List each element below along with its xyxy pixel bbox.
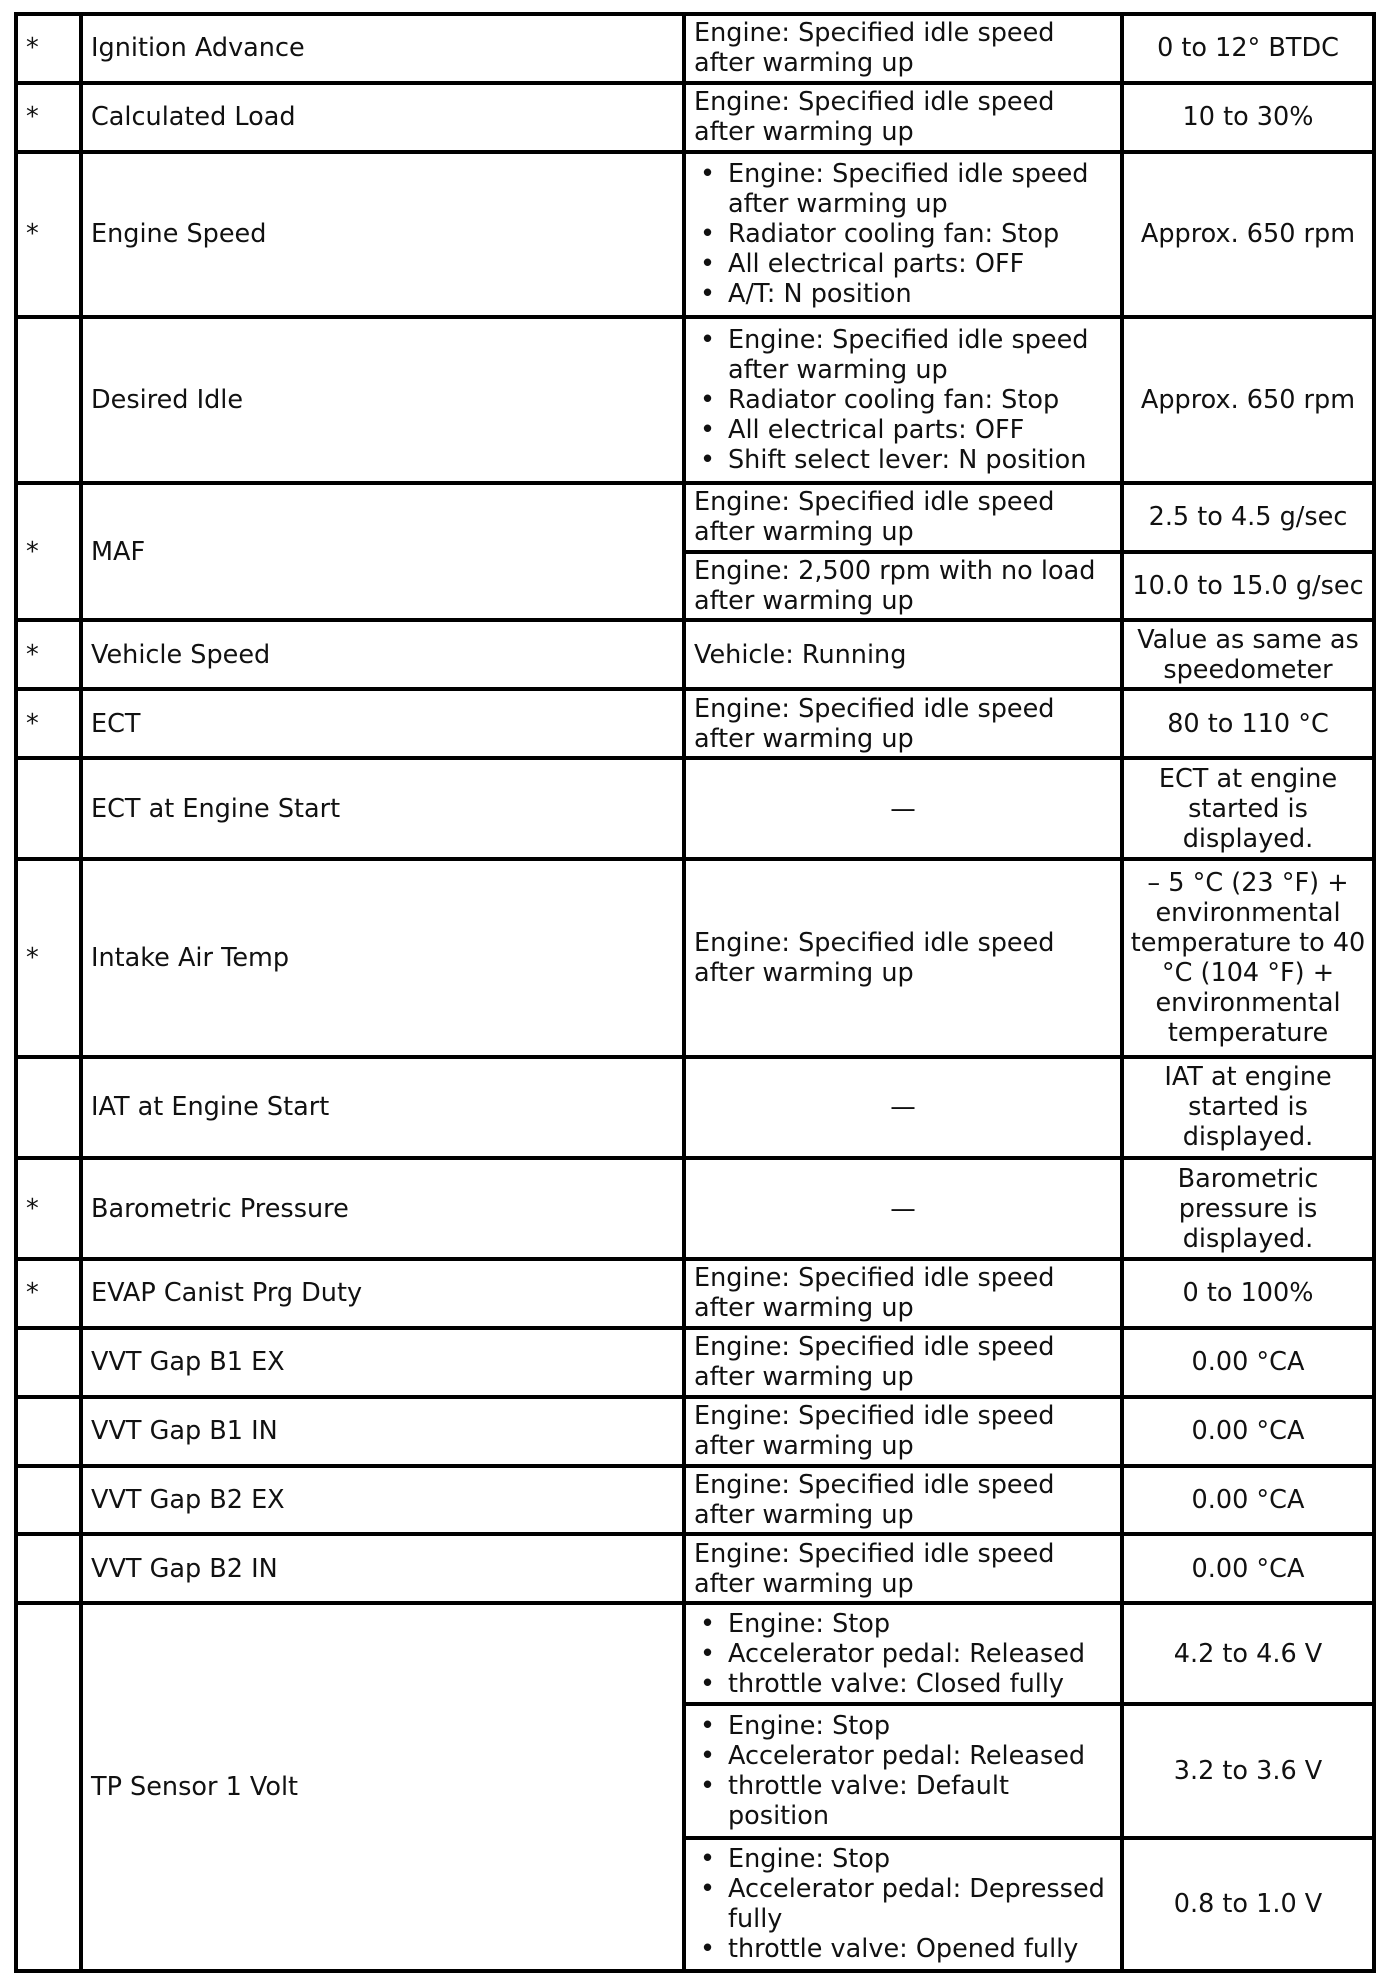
condition-cell (684, 317, 1122, 483)
table-row (16, 758, 1374, 859)
condition-bullet-item: • Accelerator pedal: Depressed fully (694, 1874, 1112, 1934)
condition-bullet-item: • Accelerator pedal: Released (694, 1639, 1112, 1669)
normal-condition-cell: Value as same as speedometer (1122, 620, 1374, 689)
monitor-mark-cell: * (16, 1259, 81, 1328)
data-list-table (14, 12, 1376, 1973)
table-row (16, 1328, 1374, 1397)
condition-bullet-item: • A/T: N position (694, 279, 1112, 309)
normal-condition-cell: Approx. 650 rpm (1122, 152, 1374, 318)
condition-bullet-list (694, 1609, 1112, 1699)
normal-condition-cell: Approx. 650 rpm (1122, 317, 1374, 483)
condition-bullet-list (694, 159, 1112, 309)
condition-cell: Engine: Specified idle speed after warming up (684, 1259, 1122, 1328)
monitor-mark-cell (16, 758, 81, 859)
monitor-mark-cell: * (16, 152, 81, 318)
condition-bullet-item: • Shift select lever: N position (694, 445, 1112, 475)
normal-condition-cell: 0 to 12° BTDC (1122, 14, 1374, 83)
table-row (16, 1259, 1374, 1328)
condition-bullet-item: • Radiator cooling fan: Stop (694, 385, 1112, 415)
monitor-mark-cell (16, 1057, 81, 1158)
item-name-cell: Ignition Advance (81, 14, 684, 83)
condition-cell: Vehicle: Running (684, 620, 1122, 689)
normal-condition-cell: 0.00 °CA (1122, 1534, 1374, 1603)
condition-cell: Engine: 2,500 rpm with no load after warming up (684, 552, 1122, 621)
table-row (16, 1397, 1374, 1466)
item-name-cell: TP Sensor 1 Volt (81, 1603, 684, 1971)
table-row (16, 1603, 1374, 1704)
table-row (16, 317, 1374, 483)
condition-bullet-item: • throttle valve: Default position (694, 1771, 1112, 1831)
normal-condition-cell: 0.00 °CA (1122, 1397, 1374, 1466)
table-row (16, 1057, 1374, 1158)
condition-bullet-item: • Engine: Specified idle speed after warming up (694, 159, 1112, 219)
monitor-mark-cell (16, 1603, 81, 1971)
condition-bullet-item: • All electrical parts: OFF (694, 249, 1112, 279)
condition-cell: Engine: Specified idle speed after warming up (684, 14, 1122, 83)
item-name-cell: ECT (81, 689, 684, 758)
item-name-cell: Desired Idle (81, 317, 684, 483)
monitor-mark-cell: * (16, 1158, 81, 1259)
condition-cell: Engine: Specified idle speed after warming up (684, 1328, 1122, 1397)
condition-cell (684, 1603, 1122, 1704)
normal-condition-cell: 4.2 to 4.6 V (1122, 1603, 1374, 1704)
normal-condition-cell: 0 to 100% (1122, 1259, 1374, 1328)
table-row (16, 83, 1374, 152)
condition-cell (684, 1838, 1122, 1971)
condition-cell: Engine: Specified idle speed after warming up (684, 1534, 1122, 1603)
item-name-cell: MAF (81, 483, 684, 621)
normal-condition-cell: 3.2 to 3.6 V (1122, 1704, 1374, 1837)
normal-condition-cell: – 5 °C (23 °F) + environmental temperature to 40 °C (104 °F) + environmental temperature (1122, 859, 1374, 1057)
condition-bullet-item: • Engine: Specified idle speed after warming up (694, 325, 1112, 385)
condition-bullet-item: • Engine: Stop (694, 1711, 1112, 1741)
table-body (16, 14, 1374, 1971)
condition-bullet-item: • Engine: Stop (694, 1609, 1112, 1639)
condition-cell: Engine: Specified idle speed after warming up (684, 483, 1122, 552)
condition-bullet-list (694, 1844, 1112, 1964)
condition-cell: Engine: Specified idle speed after warming up (684, 83, 1122, 152)
table-row (16, 483, 1374, 552)
table-row (16, 689, 1374, 758)
normal-condition-cell: 10.0 to 15.0 g/sec (1122, 552, 1374, 621)
item-name-cell: Calculated Load (81, 83, 684, 152)
normal-condition-cell: Barometric pressure is displayed. (1122, 1158, 1374, 1259)
condition-bullet-item: • Accelerator pedal: Released (694, 1741, 1112, 1771)
condition-bullet-item: • Engine: Stop (694, 1844, 1112, 1874)
table-row (16, 1466, 1374, 1535)
condition-bullet-item: • throttle valve: Opened fully (694, 1934, 1112, 1964)
item-name-cell: VVT Gap B2 EX (81, 1466, 684, 1535)
normal-condition-cell: 10 to 30% (1122, 83, 1374, 152)
monitor-mark-cell: * (16, 620, 81, 689)
table-row (16, 152, 1374, 318)
monitor-mark-cell: * (16, 14, 81, 83)
table-row (16, 1158, 1374, 1259)
monitor-mark-cell (16, 317, 81, 483)
item-name-cell: Engine Speed (81, 152, 684, 318)
condition-bullet-item: • All electrical parts: OFF (694, 415, 1112, 445)
monitor-mark-cell (16, 1534, 81, 1603)
condition-bullet-list (694, 325, 1112, 475)
condition-cell: — (684, 1057, 1122, 1158)
monitor-mark-cell (16, 1328, 81, 1397)
normal-condition-cell: 0.8 to 1.0 V (1122, 1838, 1374, 1971)
item-name-cell: ECT at Engine Start (81, 758, 684, 859)
item-name-cell: EVAP Canist Prg Duty (81, 1259, 684, 1328)
item-name-cell: VVT Gap B1 EX (81, 1328, 684, 1397)
condition-cell: Engine: Specified idle speed after warming up (684, 859, 1122, 1057)
normal-condition-cell: ECT at engine started is displayed. (1122, 758, 1374, 859)
condition-cell: Engine: Specified idle speed after warming up (684, 689, 1122, 758)
condition-cell (684, 1704, 1122, 1837)
monitor-mark-cell: * (16, 859, 81, 1057)
condition-cell: Engine: Specified idle speed after warming up (684, 1466, 1122, 1535)
normal-condition-cell: 0.00 °CA (1122, 1466, 1374, 1535)
monitor-mark-cell: * (16, 83, 81, 152)
item-name-cell: VVT Gap B2 IN (81, 1534, 684, 1603)
table-row (16, 620, 1374, 689)
condition-bullet-list (694, 1711, 1112, 1831)
table-row (16, 859, 1374, 1057)
item-name-cell: Intake Air Temp (81, 859, 684, 1057)
condition-cell: — (684, 1158, 1122, 1259)
condition-cell (684, 152, 1122, 318)
normal-condition-cell: IAT at engine started is displayed. (1122, 1057, 1374, 1158)
normal-condition-cell: 2.5 to 4.5 g/sec (1122, 483, 1374, 552)
normal-condition-cell: 0.00 °CA (1122, 1328, 1374, 1397)
normal-condition-cell: 80 to 110 °C (1122, 689, 1374, 758)
item-name-cell: IAT at Engine Start (81, 1057, 684, 1158)
item-name-cell: VVT Gap B1 IN (81, 1397, 684, 1466)
monitor-mark-cell: * (16, 483, 81, 621)
condition-cell: — (684, 758, 1122, 859)
monitor-mark-cell (16, 1397, 81, 1466)
table-row (16, 1534, 1374, 1603)
table-row (16, 14, 1374, 83)
condition-cell: Engine: Specified idle speed after warming up (684, 1397, 1122, 1466)
condition-bullet-item: • throttle valve: Closed fully (694, 1669, 1112, 1699)
monitor-mark-cell (16, 1466, 81, 1535)
item-name-cell: Barometric Pressure (81, 1158, 684, 1259)
condition-bullet-item: • Radiator cooling fan: Stop (694, 219, 1112, 249)
monitor-mark-cell: * (16, 689, 81, 758)
item-name-cell: Vehicle Speed (81, 620, 684, 689)
